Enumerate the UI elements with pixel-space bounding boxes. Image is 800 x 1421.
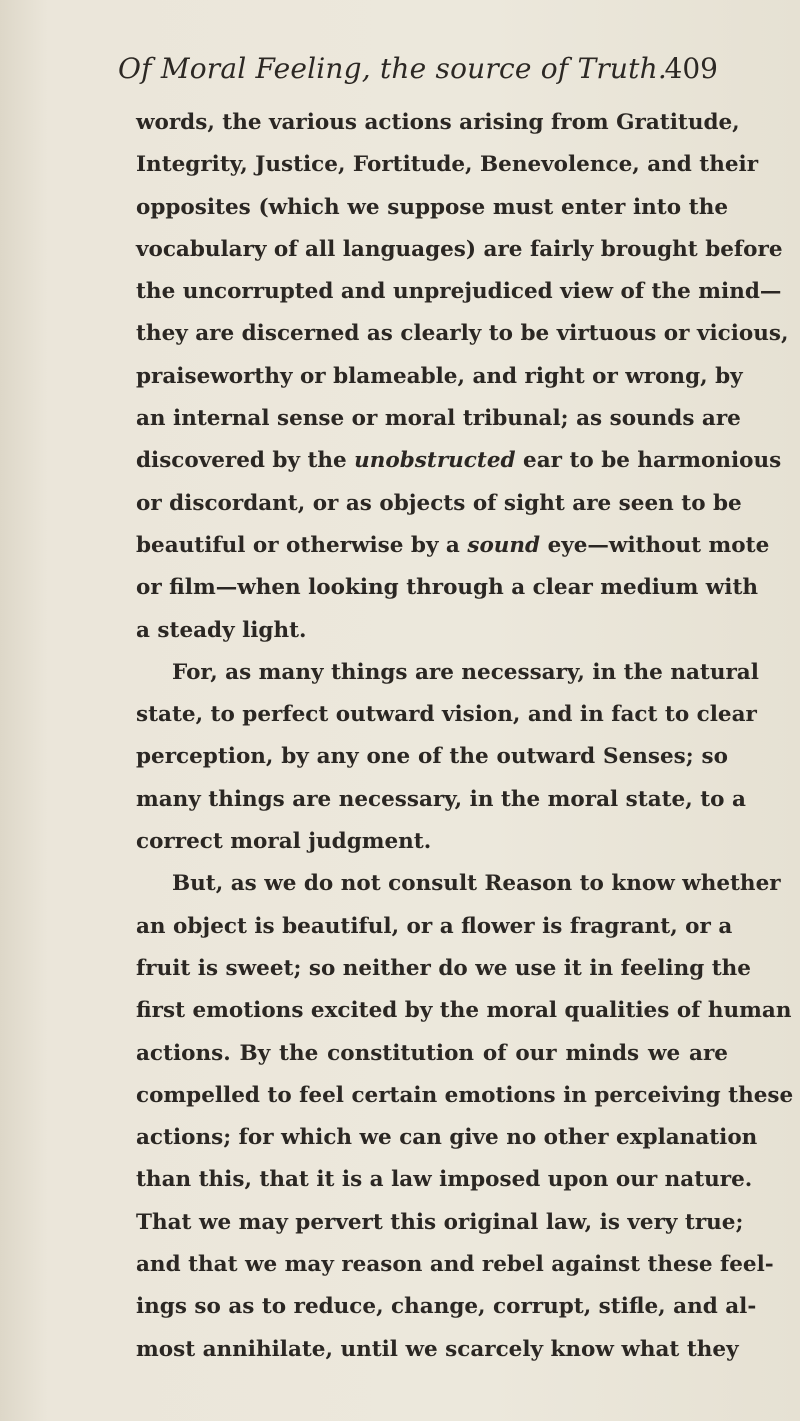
text-line-part: discovered by the	[136, 448, 355, 474]
text-line: actions; for which we can give no other explanation	[136, 1125, 758, 1151]
text-line: most annihilate, until we scarcely know what they	[136, 1336, 739, 1362]
text-line: perception, by any one of the outward Senses; so	[136, 744, 728, 770]
text-line: or film—when looking through a clear medium with	[136, 575, 759, 601]
text-line: than this, that it is a law imposed upon our nature.	[136, 1167, 753, 1193]
text-line-part: ear to be harmonious	[515, 448, 782, 474]
text-line: first emotions excited by the moral qualities of human	[136, 998, 792, 1024]
text-line: an object is beautiful, or a flower is fragrant, or a	[136, 913, 733, 939]
text-line: state, to perfect outward vision, and in fact to clear	[136, 702, 757, 728]
text-line	[136, 525, 770, 567]
text-line: a steady light.	[136, 617, 307, 643]
text-line: actions. By the constitution of our minds we are	[136, 1040, 728, 1066]
text-line: fruit is sweet; so neither do we use it in feeling the	[136, 955, 751, 981]
text-line: words, the various actions arising from Gratitude,	[136, 110, 740, 135]
text-line: ings so as to reduce, change, corrupt, stifle, and al-	[136, 1294, 757, 1320]
paragraph-start-line: For, as many things are necessary, in the natural	[172, 659, 759, 685]
running-head	[118, 52, 718, 92]
text-line: the uncorrupted and unprejudiced view of the mind—	[136, 279, 782, 305]
paragraph-start-line: But, as we do not consult Reason to know whether	[172, 871, 781, 897]
text-line: opposites (which we suppose must enter into the	[136, 194, 728, 220]
emphasized-word: sound	[467, 532, 541, 558]
running-title: Of Moral Feeling, the source of Truth.	[118, 52, 667, 85]
text-line-part: eye—without mote	[540, 532, 770, 558]
text-line: an internal sense or moral tribunal; as sounds are	[136, 406, 741, 432]
text-line-part: beautiful or otherwise by a	[136, 532, 468, 558]
text-line: correct moral judgment.	[136, 829, 432, 855]
emphasized-word: unobstructed	[354, 448, 516, 474]
text-line: compelled to feel certain emotions in perceiving these	[136, 1082, 794, 1108]
text-line: and that we may reason and rebel against these feel-	[136, 1252, 774, 1278]
text-line: many things are necessary, in the moral state, to a	[136, 786, 746, 812]
text-line: vocabulary of all languages) are fairly brought before	[136, 236, 783, 262]
text-line	[136, 440, 782, 482]
text-line: or discordant, or as objects of sight are seen to be	[136, 490, 742, 516]
text-line: That we may pervert this original law, is very true;	[136, 1209, 744, 1235]
page-number: 409	[664, 52, 718, 85]
text-line: Integrity, Justice, Fortitude, Benevolence, and their	[136, 152, 759, 178]
text-line: praiseworthy or blameable, and right or wrong, by	[136, 363, 743, 389]
text-line: they are discerned as clearly to be virtuous or vicious,	[136, 321, 789, 347]
body-text	[136, 102, 794, 1371]
